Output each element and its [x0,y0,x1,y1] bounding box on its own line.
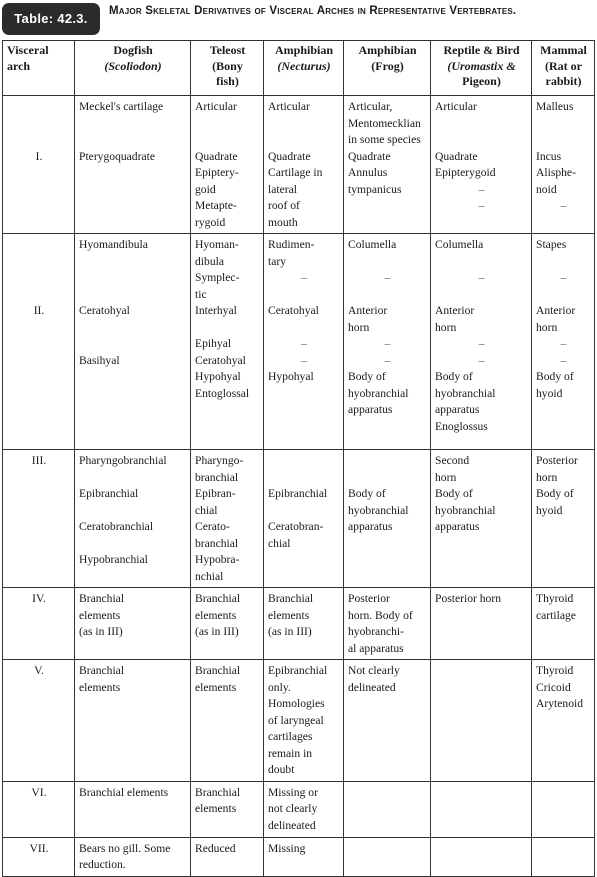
cell-line: branchial [195,470,239,484]
cell-line: elements [79,608,121,622]
cell-line: remain in [268,746,313,760]
table-cell [191,588,264,660]
cell-line: Hyomandibula [79,238,148,251]
cell-line: Incus [536,149,562,163]
table-cell [532,837,595,876]
table-header [0,0,597,40]
cell-line: Anterior [536,304,576,317]
cell-line: – [301,353,307,367]
cell-line: elements [79,680,121,694]
table-cell [191,781,264,837]
cell-line: – [478,337,485,350]
cell-line: hyobranchial [348,503,409,517]
table-row [3,450,595,588]
cell-line: tic [195,287,207,301]
spacer [348,470,427,487]
arch-cell [3,837,75,876]
cell-line: rygoid [195,215,226,229]
cell-line: roof of [268,199,300,212]
cell-line: Mentomecklian [348,116,421,130]
table-cell [344,588,431,660]
cell-line: – [560,199,567,212]
spacer [536,287,591,304]
cell-line: Interhyal [195,304,237,317]
arch-label: VI. [31,785,47,799]
col-header-line: Amphibian [358,43,417,57]
table-cell [264,837,344,876]
cell-line: hyobranchi- [348,625,405,638]
cell-line: Articular [268,100,310,113]
table-cell [264,781,344,837]
table-cell [75,96,191,234]
cell-line: Posterior [348,592,390,605]
cell-line: tary [268,254,287,268]
cell-line: horn [536,320,558,334]
table-cell [264,660,344,782]
table-cell [431,660,532,782]
cell-line: Ceratohyal [195,353,246,367]
spacer [195,320,260,337]
cell-line: Epihyal [195,337,232,350]
table-cell [344,781,431,837]
cell-line: Branchial [268,592,314,605]
cell-line: hyobranchial [435,503,496,517]
cell-line: – [560,271,567,284]
spacer [79,116,187,133]
table-cell [191,234,264,450]
cell-line: apparatus [435,403,480,416]
cell-line: – [560,337,567,350]
cell-line: al apparatus [348,641,404,655]
cell-line: Ceratobran- [268,520,324,533]
col-header-line: Teleost [209,43,246,57]
table-cell [75,234,191,450]
col-header-line: (Bony [212,58,243,73]
table-title: Major Skeletal Derivatives of Visceral Arches in Representative Vertebrates. [109,5,517,17]
cell-line: delineated [268,818,316,832]
table-cell [191,96,264,234]
spacer [435,132,528,149]
cell-line: noid [536,182,557,196]
spacer [435,116,528,133]
table-cell [532,96,595,234]
spacer [268,132,340,149]
cell-line: Hypohyal [195,370,241,383]
cell-line: Entoglossal [195,386,250,400]
cell-line: Symplec- [195,271,240,284]
spacer [7,254,71,271]
spacer [195,116,260,133]
cell-line: hyobranchial [435,386,496,400]
spacer [79,254,187,271]
cell-line: hyoid [536,386,563,400]
table-cell [344,96,431,234]
cell-line: Enoglossus [435,419,488,433]
cell-line: – [301,271,307,284]
cell-line: horn [348,320,370,334]
table-row [3,781,595,837]
table-cell [75,660,191,782]
cell-line: lateral [268,182,297,196]
col-header-line: Visceral [7,43,49,57]
cell-line: Branchial [79,592,125,605]
cell-line: Branchial [195,664,241,677]
spacer [268,470,340,487]
table-cell [532,450,595,588]
cell-line: hyobranchial [348,386,409,400]
table-cell [431,234,532,450]
table-cell [75,450,191,588]
col-header-visceral-arch [3,41,75,96]
cell-line: Body of [435,487,473,500]
arch-label: V. [34,664,44,677]
arch-label: II. [33,304,45,317]
cell-line: Articular, [348,100,393,113]
arch-cell [3,96,75,234]
cell-line: Ceratobranchial [79,520,154,533]
table-number-badge: Table: 42.3. [2,3,100,35]
cell-line: Quadrate [268,149,311,163]
cell-line: Epibranchial [268,664,328,677]
spacer [7,132,71,149]
cell-line: Posterior [536,454,578,467]
cell-line: Branchial [79,664,125,677]
spacer [7,287,71,304]
cell-line: Ceratohyal [79,304,130,317]
table-cell [75,837,191,876]
cell-line: Body of [348,487,386,500]
col-header-line: Pigeon) [462,74,501,88]
cell-line: elements [195,680,237,694]
cell-line: Columella [435,238,484,251]
arch-cell [3,450,75,588]
col-header-line: Reptile & Bird [443,43,520,57]
table-cell [431,588,532,660]
table-row [3,96,595,234]
spacer [79,503,187,520]
cell-line: Cricoid [536,680,571,694]
cell-line: Branchial [195,592,241,605]
arch-cell [3,588,75,660]
table-row [3,588,595,660]
cell-line: Columella [348,238,397,251]
cell-line: horn [435,320,457,334]
col-header-amphibian-frog [344,41,431,96]
spacer [79,336,187,353]
table-cell [264,234,344,450]
cell-line: Body of [536,370,574,383]
cell-line: Cerato- [195,520,230,533]
cell-line: dibula [195,254,224,268]
cell-line: Second [435,454,470,467]
cell-line: Pharyngobranchial [79,454,167,467]
cell-line: Pterygoquadrate [79,149,155,163]
cell-line: Quadrate [435,149,478,163]
cell-line: Epiptery- [195,166,239,179]
cell-line: Posterior horn [435,592,502,605]
table-cell [75,588,191,660]
cell-line: Epibranchial [268,487,328,500]
cell-line: chial [195,503,218,517]
spacer [268,503,340,520]
arch-label: IV. [32,592,46,605]
col-header-line: arch [7,58,31,73]
col-header-line: (Rat or [545,58,582,73]
cell-line: apparatus [348,520,393,533]
table-row [3,837,595,876]
spacer [268,116,340,133]
cell-line: goid [195,182,216,196]
cell-line: – [478,199,485,212]
cell-line: cartilage [536,608,576,622]
cell-line: – [560,353,567,367]
cell-line: Ceratohyal [268,304,319,317]
spacer [536,254,591,271]
cell-line: – [478,353,485,367]
cell-line: Branchial [195,785,241,799]
cell-line: Cartilage in [268,166,323,179]
spacer [7,270,71,287]
cell-line: not clearly [268,802,318,815]
cell-line: Missing [268,841,306,855]
cell-line: Reduced [195,841,236,855]
table-cell [344,234,431,450]
cell-line: Epipterygoid [435,166,496,179]
table-cell [344,450,431,588]
cell-line: Hypobranchial [79,553,148,566]
spacer [348,254,427,271]
cell-line: (as in III) [79,625,123,638]
table-cell [431,450,532,588]
table-cell [431,837,532,876]
cell-line: apparatus [435,520,480,533]
table-cell [344,660,431,782]
spacer [536,132,591,149]
table-cell [264,450,344,588]
spacer [7,237,71,254]
col-header-line: Dogfish [113,43,153,57]
table-cell [191,660,264,782]
spacer [536,116,591,133]
col-header-line: rabbit) [545,74,582,88]
cell-line: horn [536,470,558,484]
table-body [3,96,595,877]
cell-line: elements [268,608,310,622]
col-header-line: (Scoliodon) [104,58,162,73]
cell-line: only. [268,680,291,694]
cell-line: apparatus [348,403,393,416]
cell-line: tympanicus [348,182,402,196]
cell-line: cartilages [268,730,313,743]
cell-line: Stapes [536,238,567,251]
cell-line: chial [268,536,291,550]
cell-line: Epibran- [195,487,236,500]
table-cell [264,588,344,660]
spacer [348,287,427,304]
cell-line: delineated [348,680,396,694]
cell-line: Quadrate [195,149,238,163]
spacer [435,254,528,271]
cell-line: Body of [536,487,574,500]
cell-line: Thyroid [536,592,574,605]
cell-line: of laryngeal [268,713,324,727]
cell-line: Body of [435,370,473,383]
cell-line: – [384,337,391,350]
spacer [79,270,187,287]
spacer [79,320,187,337]
arch-label: III. [31,454,47,467]
cell-line: Homologies [268,697,325,710]
col-header-line: fish) [216,74,239,88]
spacer [268,320,340,337]
table-cell [532,781,595,837]
cell-line: in some species [348,133,421,146]
cell-line: mouth [268,215,298,229]
cell-line: Meckel's cartilage [79,100,164,113]
cell-line: Not clearly [348,664,400,677]
cell-line: elements [195,802,237,815]
cell-line: Metapte- [195,199,237,212]
spacer [79,470,187,487]
cell-line: hyoid [536,503,563,517]
cell-line: Anterior [435,304,475,317]
cell-line: elements [195,608,237,622]
cell-line: – [301,337,307,350]
col-header-line: (Necturus) [277,58,331,73]
cell-line: Epibranchial [79,487,139,500]
cell-line: reduction. [79,858,126,871]
cell-line: Articular [195,100,237,113]
col-header-line: Amphibian [274,43,334,57]
cell-line: Quadrate [348,149,391,163]
visceral-arches-table [2,40,595,877]
col-header-line: (Uromastix & [447,58,516,73]
arch-cell [3,234,75,450]
header-row [3,41,595,96]
cell-line: (as in III) [268,625,312,638]
col-header-amphibian-necturus [264,41,344,96]
table-row [3,234,595,450]
arch-label: VII. [29,841,49,855]
cell-line: nchial [195,569,224,583]
arch-label: I. [35,149,43,163]
table-cell [532,234,595,450]
spacer [435,287,528,304]
spacer [79,536,187,553]
spacer [7,116,71,133]
cell-line: Branchial elements [79,785,169,799]
col-header-line: (Frog) [371,58,404,73]
col-header-reptile-bird [431,41,532,96]
spacer [348,453,427,470]
cell-line: Alisphe- [536,166,576,179]
cell-line: Rudimen- [268,238,315,251]
cell-line: Thyroid [536,664,574,677]
table-cell [344,837,431,876]
table-cell [532,660,595,782]
cell-line: Malleus [536,100,574,113]
cell-line: Pharyngo- [195,454,244,467]
cell-line: Anterior [348,304,388,317]
spacer [195,132,260,149]
cell-line: horn [435,470,457,484]
cell-line: Body of [348,370,386,383]
cell-line: Bears no gill. Some [79,841,171,855]
table-cell [264,96,344,234]
col-header-line: Mammal [540,43,587,57]
table-cell [431,96,532,234]
cell-line: Hypobra- [195,553,240,566]
cell-line: Hyoman- [195,238,239,251]
arch-cell [3,660,75,782]
col-header-mammal [532,41,595,96]
cell-line: Arytenoid [536,697,584,710]
cell-line: Annulus [348,166,388,179]
table-cell [191,450,264,588]
cell-line: – [384,271,391,284]
table-cell [191,837,264,876]
cell-line: Basihyal [79,353,120,367]
cell-line: branchial [195,536,239,550]
cell-line: – [384,353,391,367]
col-header-dogfish [75,41,191,96]
spacer [7,99,71,116]
cell-line: Missing or [268,785,318,799]
spacer [268,287,340,304]
table-cell [431,781,532,837]
col-header-teleost [191,41,264,96]
cell-line: Hypohyal [268,370,314,383]
table-row [3,660,595,782]
cell-line: Articular [435,100,477,113]
cell-line: doubt [268,763,295,776]
table-cell [75,781,191,837]
cell-line: – [478,182,485,196]
cell-line: (as in III) [195,625,239,638]
spacer [268,453,340,470]
spacer [79,132,187,149]
cell-line: – [478,271,485,284]
arch-cell [3,781,75,837]
cell-line: horn. Body of [348,608,413,622]
spacer [79,287,187,304]
table-cell [532,588,595,660]
